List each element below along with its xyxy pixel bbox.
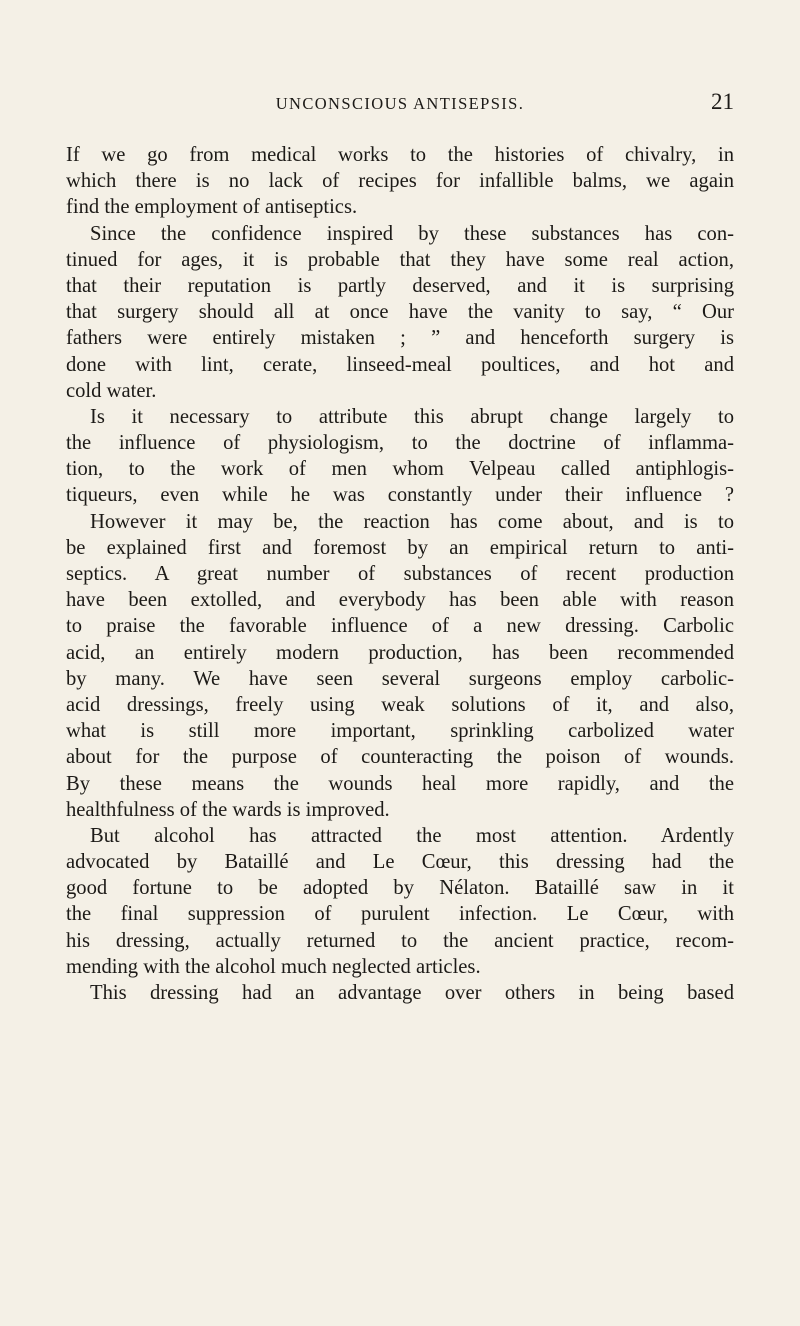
text-line-4: Since the confidence inspired by these substances has con- [90, 222, 734, 245]
text-line-29: good fortune to be adopted by Nélaton. Bataillé saw in it [66, 877, 734, 900]
text-line-26: healthfulness of the wards is improved. [66, 798, 390, 821]
text-line-22: acid dressings, freely using weak solutions of it, and also, [66, 693, 734, 716]
running-head: UNCONSCIOUS ANTISEPSIS. [275, 94, 525, 113]
text-line-31: his dressing, actually returned to the ancient practice, recom- [66, 929, 734, 952]
text-line-9: done with lint, cerate, linseed-meal poultices, and hot and [66, 353, 734, 376]
text-line-17: septics. A great number of substances of recent production [66, 563, 734, 585]
text-line-27: But alcohol has attracted the most attention. Ardently [90, 824, 734, 847]
page-number: 21 [711, 89, 734, 114]
text-line-32: mending with the alcohol much neglected articles. [66, 955, 481, 978]
text-line-19: to praise the favorable influence of a new dressing. Carbolic [66, 615, 734, 638]
text-line-5: tinued for ages, it is probable that they have some real action, [66, 248, 734, 271]
text-line-18: have been extolled, and everybody has been able with reason [66, 589, 734, 612]
text-line-15: However it may be, the reaction has come about, and is to [90, 510, 734, 533]
text-line-2: which there is no lack of recipes for infallible balms, we again [66, 170, 734, 193]
text-line-13: tion, to the work of men whom Velpeau called antiphlogis- [66, 458, 734, 481]
page-header [66, 89, 734, 116]
text-line-28: advocated by Bataillé and Le Cœur, this dressing had the [66, 851, 734, 874]
text-line-12: the influence of physiologism, to the doctrine of inflamma- [66, 432, 734, 455]
text-line-21: by many. We have seen several surgeons employ carbolic- [66, 667, 734, 690]
text-line-23: what is still more important, sprinkling carbolized water [66, 720, 734, 743]
text-line-33: This dressing had an advantage over others in being based [90, 982, 734, 1004]
text-line-6: that their reputation is partly deserved, and it is surprising [66, 274, 734, 297]
text-line-16: be explained first and foremost by an empirical return to anti- [66, 536, 734, 559]
body-text [66, 142, 734, 1006]
text-line-14: tiqueurs, even while he was constantly under their influence ? [66, 484, 734, 507]
text-line-1: If we go from medical works to the histories of chivalry, in [66, 144, 734, 166]
text-line-8: fathers were entirely mistaken ; ” and henceforth surgery is [66, 327, 734, 350]
text-line-20: acid, an entirely modern production, has been recommended [66, 641, 734, 664]
text-line-10: cold water. [66, 379, 157, 402]
text-line-11: Is it necessary to attribute this abrupt change largely to [90, 405, 734, 428]
text-line-7: that surgery should all at once have the vanity to say, “ Our [66, 301, 734, 324]
text-line-24: about for the purpose of counteracting the poison of wounds. [66, 746, 734, 769]
text-line-25: By these means the wounds heal more rapidly, and the [66, 772, 734, 795]
text-line-30: the final suppression of purulent infection. Le Cœur, with [66, 903, 734, 926]
text-line-3: find the employment of antiseptics. [66, 196, 358, 219]
